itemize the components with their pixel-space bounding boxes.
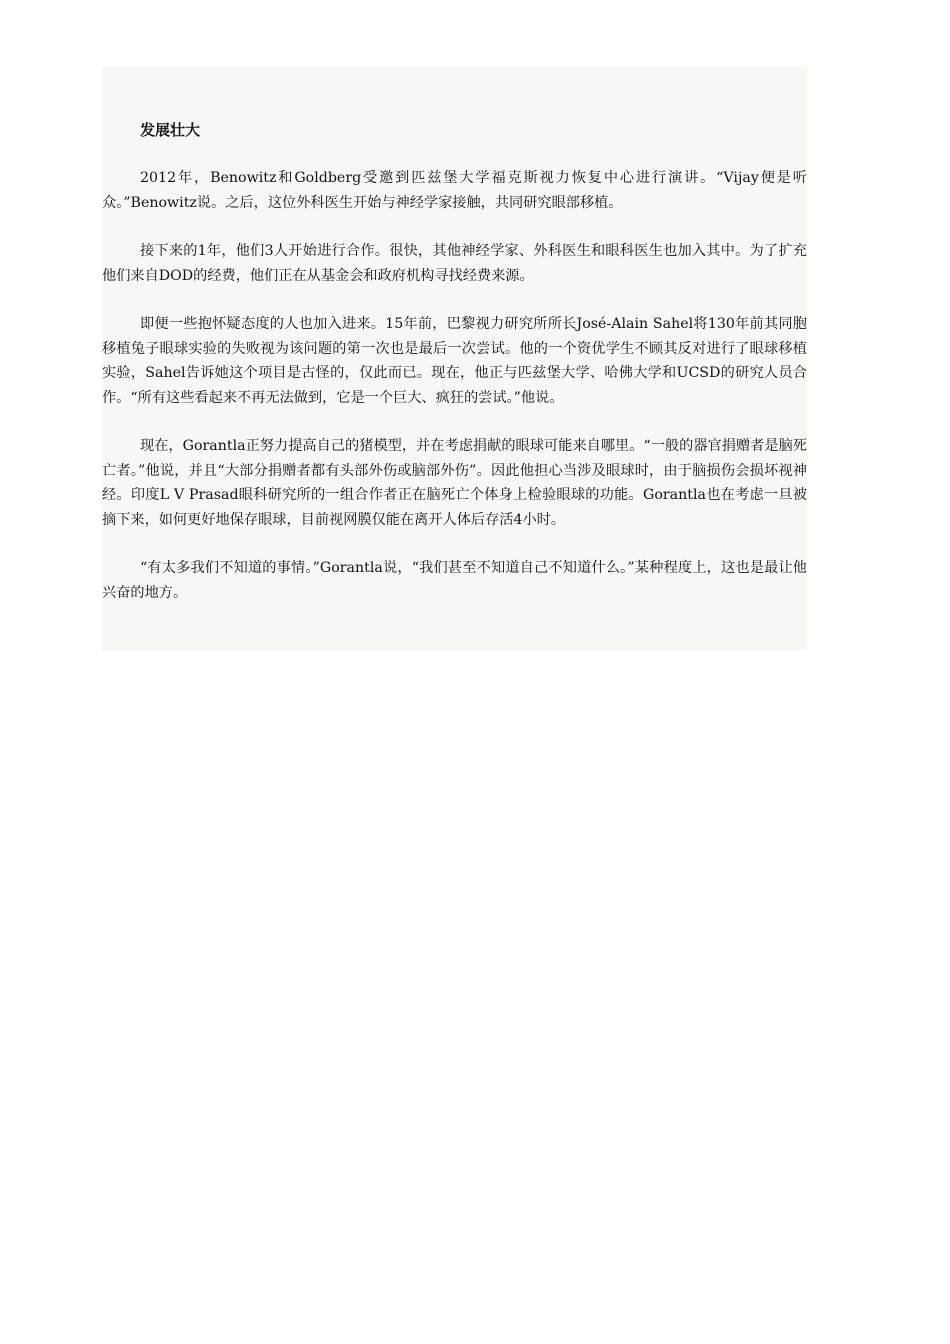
- paragraph: 2012年，Benowitz和Goldberg受邀到匹兹堡大学福克斯视力恢复中心进行演讲。“Vijay便是听众。”Benowitz说。之后，这位外科医生开始与神经学家接触，共同研究眼部移植。: [102, 170, 807, 211]
- paragraph: 即便一些抱怀疑态度的人也加入进来。15年前，巴黎视力研究所所长José-Alain Sahel将130年前其同胞移植兔子眼球实验的失败视为该问题的第一次也是最后一次尝试。他的一个资优学生不顾其反对进行了眼球移植实验，Sahel告诉她这个项目是古怪的，仅此而已。现在，他正与匹兹堡大学、哈佛大学和UCSD的研究人员合作。“所有这些看起来不再无法做到，它是一个巨大、疯狂的尝试。”他说。: [102, 316, 807, 406]
- article-block: [102, 66, 807, 650]
- section-heading: 发展壮大: [140, 121, 201, 139]
- paragraph: 接下来的1年，他们3人开始进行合作。很快，其他神经学家、外科医生和眼科医生也加入其中。为了扩充他们来自DOD的经费，他们正在从基金会和政府机构寻找经费来源。: [102, 243, 807, 284]
- spacer: [102, 532, 807, 556]
- paragraph: 现在，Gorantla正努力提高自己的猪模型，并在考虑捐献的眼球可能来自哪里。“一般的器官捐赠者是脑死亡者。”他说，并且“大部分捐赠者都有头部外伤或脑部外伤”。因此他担心当涉及眼球时，由于脑损伤会损坏视神经。印度L V Prasad眼科研究所的一组合作者正在脑死亡个体身上检验眼球的功能。Gorantla也在考虑一旦被摘下来，如何更好地保存眼球，目前视网膜仅能在离开人体后存活4小时。: [102, 438, 807, 528]
- spacer: [102, 410, 807, 434]
- paragraph: “有太多我们不知道的事情。”Gorantla说，“我们甚至不知道自己不知道什么。”某种程度上，这也是最让他兴奋的地方。: [102, 560, 807, 601]
- spacer: [102, 142, 807, 166]
- spacer: [102, 215, 807, 239]
- spacer: [102, 288, 807, 312]
